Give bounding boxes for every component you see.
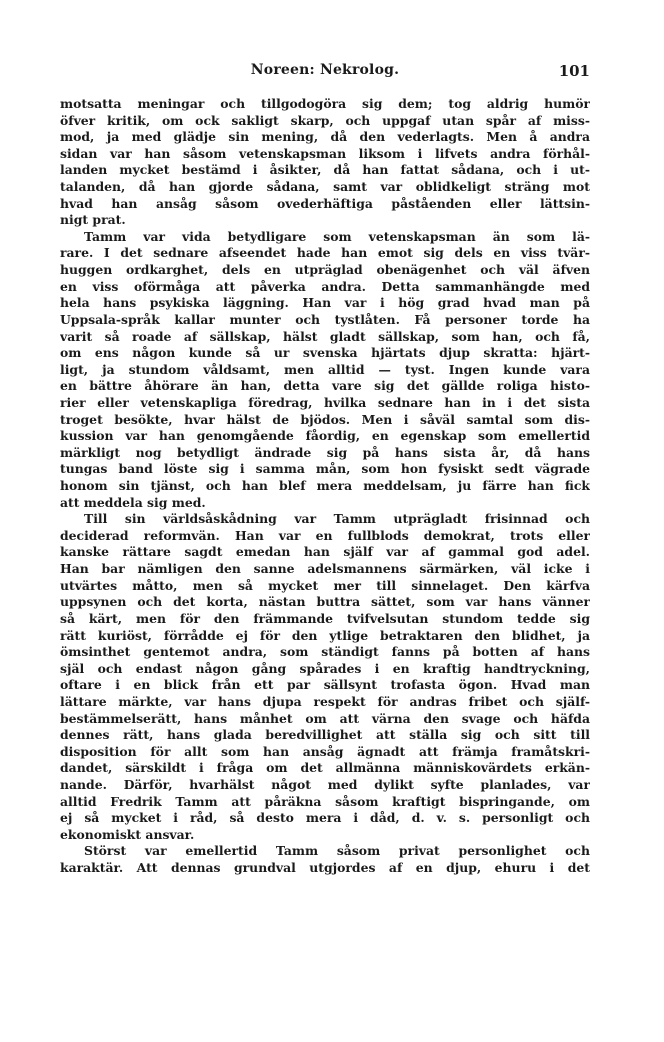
text-line: ej så mycket i råd, så desto mera i dåd, d. v. s. personligt och [60, 810, 590, 826]
text-line: dandet, särskildt i fråga om det allmänna människovärdets erkän- [60, 760, 590, 776]
page-number: 101 [558, 62, 590, 80]
text-line: nigt prat. [60, 212, 126, 228]
text-line: oftare i en blick från ett par sällsynt trofasta ögon. Hvad man [60, 677, 590, 693]
text-line: varit så roade af sällskap, hälst gladt sällskap, som han, och få, [60, 328, 590, 344]
text-line: märkligt nog betydligt ändrade sig på hans sista år, då hans [60, 444, 590, 460]
text-line: ekonomiskt ansvar. [60, 826, 195, 842]
text-line: rare. I det sednare afseendet hade han emot sig dels en viss tvär- [60, 245, 590, 261]
text-line: huggen ordkarghet, dels en utpräglad obenägenhet och väl äfven [60, 262, 590, 278]
text-line: själ och endast någon gång spårades i en kraftig handtryckning, [60, 660, 590, 676]
text-line: disposition för allt som han ansåg ägnadt att främja framåtskri- [60, 743, 590, 759]
text-line: deciderad reformvän. Han var en fullblods demokrat, trots eller [60, 527, 590, 543]
text-line: troget besökte, hvar hälst de bjödos. Men i såväl samtal som dis- [60, 411, 590, 427]
text-line: hvad han ansåg såsom ovederhäftiga påståenden eller lättsin- [60, 195, 590, 211]
text-line: en bättre åhörare än han, detta vare sig det gällde roliga histo- [60, 378, 590, 394]
text-line: nande. Därför, hvarhälst något med dylikt syfte planlades, var [60, 776, 590, 792]
text-line: kussion var han genomgående fåordig, en egenskap som emellertid [60, 428, 590, 444]
text-line: hela hans psykiska läggning. Han var i hög grad hvad man på [60, 295, 590, 311]
text-line: ömsinthet gentemot andra, som ständigt fanns på botten af hans [60, 644, 590, 660]
text-line: bestämmelserätt, hans månhet om att värna den svage och häfda [60, 710, 590, 726]
text-line: Störst var emellertid Tamm såsom privat personlighet och [84, 843, 590, 859]
text-line: öfver kritik, om ock sakligt skarp, och uppgaf utan spår af miss- [60, 112, 590, 128]
text-line: så kärt, men för den främmande tvifvelsutan stundom tedde sig [60, 610, 590, 626]
text-line: ligt, ja stundom våldsamt, men alltid — tyst. Ingen kunde vara [60, 361, 590, 377]
text-line: utvärtes måtto, men så mycket mer till sinnelaget. Den kärfva [60, 577, 590, 593]
text-line: Tamm var vida betydligare som vetenskapsman än som lä- [84, 228, 590, 244]
book-page [60, 62, 590, 877]
text-line: att meddela sig med. [60, 494, 206, 510]
text-line: Han bar nämligen den sanne adelsmannens särmärken, väl icke i [60, 561, 590, 577]
text-line: dennes rätt, hans glada beredvillighet att ställa sig och sitt till [60, 727, 590, 743]
text-line: rier eller vetenskapliga föredrag, hvilka sednare han in i det sista [60, 394, 590, 410]
text-line: talanden, då han gjorde sådana, samt var oblidkeligt sträng mot [60, 179, 590, 195]
body-text [60, 96, 590, 877]
running-head: Noreen: Nekrolog. [250, 62, 400, 78]
text-line: Uppsala-språk kallar munter och tystlåten. Få personer torde ha [60, 311, 590, 327]
text-line: kanske rättare sagdt emedan han själf var af gammal god adel. [60, 544, 590, 560]
text-line: mod, ja med glädje sin mening, då den vederlagts. Men å andra [60, 129, 590, 145]
text-line: karaktär. Att dennas grundval utgjordes af en djup, ehuru i det [60, 860, 590, 876]
text-line: en viss oförmåga att påverka andra. Detta sammanhängde med [60, 278, 590, 294]
text-line: honom sin tjänst, och han blef mera meddelsam, ju färre han fick [60, 478, 590, 494]
text-line: sidan var han såsom vetenskapsman liksom i lifvets andra förhål- [60, 145, 590, 161]
text-line: Till sin världsåskådning var Tamm utprägladt frisinnad och [84, 511, 590, 527]
text-line: motsatta meningar och tillgodogöra sig dem; tog aldrig humör [60, 96, 590, 111]
text-line: lättare märkte, var hans djupa respekt för andras fribet och själf- [60, 693, 590, 709]
text-line: tungas band löste sig i samma mån, som hon fysiskt sedt vägrade [60, 461, 590, 477]
text-line: rätt kuriöst, förrådde ej för den ytlige betraktaren den blidhet, ja [60, 627, 590, 643]
text-line: om ens någon kunde så ur svenska hjärtats djup skratta: hjärt- [60, 345, 590, 361]
text-line: landen mycket bestämd i åsikter, då han fattat sådana, och i ut- [60, 162, 590, 178]
text-line: alltid Fredrik Tamm att påräkna såsom kraftigt bispringande, om [60, 793, 590, 809]
page-header [60, 62, 590, 88]
text-line: uppsynen och det korta, nästan buttra sättet, som var hans vänner [60, 594, 590, 610]
